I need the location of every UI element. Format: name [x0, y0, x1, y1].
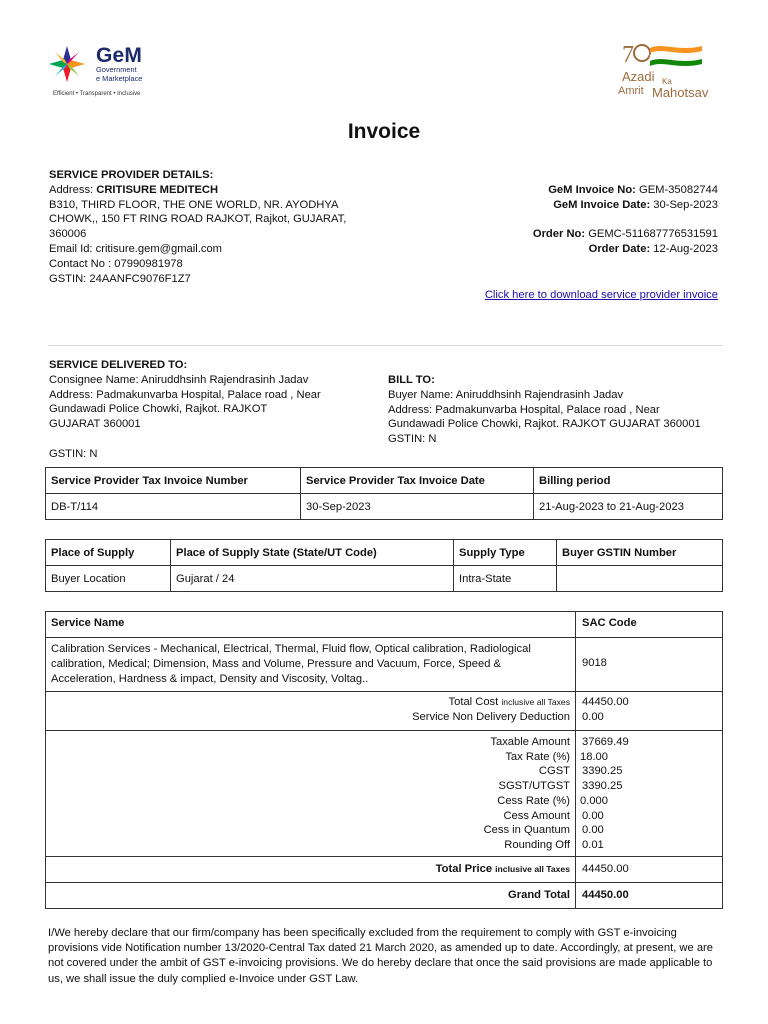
table-header-cell: Place of Supply State (State/UT Code): [171, 540, 454, 566]
tax-invoice-table: [45, 467, 723, 520]
download-provider-invoice-link[interactable]: Click here to download service provider invoice: [484, 289, 718, 301]
table-cell: 30-Sep-2023: [301, 494, 534, 520]
grand-total-label: Grand Total: [508, 889, 570, 901]
gem-invoice-date-row: [533, 198, 718, 213]
delivered-to: [49, 358, 321, 462]
provider-address-line2: CHOWK,, 150 FT RING ROAD RAJKOT, Rajkot, GUJARAT,: [49, 213, 347, 226]
sac-code-header: SAC Code: [582, 617, 637, 629]
breakdown-label: CGST: [538, 765, 570, 778]
bill-to-heading: BILL TO:: [388, 374, 435, 386]
table-header-row: [46, 468, 723, 494]
table-header-cell: Buyer GSTIN Number: [557, 540, 723, 566]
table-header-cell: Billing period: [534, 468, 723, 494]
breakdown-label: Rounding Off: [504, 838, 570, 851]
provider-address-line1: B310, THIRD FLOOR, THE ONE WORLD, NR. AYODHYA: [49, 198, 339, 211]
order-date: 12-Aug-2023: [653, 243, 718, 256]
provider-address-row: [49, 183, 346, 198]
table-header-cell: Service Provider Tax Invoice Date: [301, 468, 534, 494]
row-divider: [45, 882, 723, 883]
non-delivery-label: Service Non Delivery Deduction: [412, 711, 570, 723]
sac-code: 9018: [582, 657, 607, 669]
delivered-address-line1: Address: Padmakunvarba Hospital, Palace road , Near: [49, 388, 321, 401]
table-cell: DB-T/114: [46, 494, 301, 520]
azadi-ka-text: Ka: [662, 77, 672, 86]
gem-invoice-no-row: [533, 183, 718, 198]
table-header-cell: Service Provider Tax Invoice Number: [46, 468, 301, 494]
total-cost-label: [50, 696, 570, 708]
breakdown-value: 0.00: [582, 809, 604, 822]
gem-invoice-no-label: GeM Invoice No:: [548, 184, 636, 196]
service-line2: calibration, Medical; Dimension, Mass and Volume, Pressure and Vacuum, Force, Speed &: [51, 658, 501, 671]
provider-company: CRITISURE MEDITECH: [96, 183, 219, 196]
row-divider: [45, 856, 723, 857]
buyer-name: Buyer Name: Aniruddhsinh Rajendrasinh Jadav: [388, 388, 624, 401]
amrit-text: Amrit: [618, 85, 644, 97]
order-date-row: [533, 242, 718, 257]
row-divider: [45, 730, 723, 731]
section-divider: [48, 345, 723, 346]
gem-logo-subtitle: [96, 66, 142, 83]
provider-contact: Contact No : 07990981978: [49, 257, 183, 270]
service-description: [51, 642, 531, 688]
provider-gstin: GSTIN: 24AANFC9076F1Z7: [49, 272, 191, 285]
breakdown-label: Cess in Quantum: [483, 824, 570, 837]
inclusive-note: inclusive all Taxes: [501, 697, 570, 707]
table-cell: 21-Aug-2023 to 21-Aug-2023: [534, 494, 723, 520]
breakdown-value: 3390.25: [582, 765, 623, 778]
order-date-label: Order Date:: [588, 243, 651, 256]
mahotsav-text: Mahotsav: [652, 85, 709, 100]
gem-logo-sub2: e Marketplace: [96, 73, 143, 83]
table-cell: Intra-State: [454, 566, 557, 592]
svg-text:7: 7: [622, 42, 634, 68]
provider-address-line3: 360006: [49, 228, 87, 241]
bill-address-line1: Address: Padmakunvarba Hospital, Palace road , Near: [388, 403, 660, 416]
gem-logo-name: GeM: [96, 44, 143, 67]
bill-address-line2: Gundawadi Police Chowki, Rajkot. RAJKOT GUJARAT 360001: [388, 418, 701, 431]
provider-heading: SERVICE PROVIDER DETAILS:: [49, 169, 214, 181]
non-delivery-value: 0.00: [582, 711, 604, 723]
provider-email: Email Id: critisure.gem@gmail.com: [49, 242, 222, 255]
breakdown-value: 18.00: [580, 750, 608, 763]
total-price-value: 44450.00: [582, 863, 629, 875]
provider-details: [49, 168, 346, 286]
provider-address-label: Address:: [49, 183, 94, 196]
gem-invoice-date: 30-Sep-2023: [653, 198, 718, 211]
page-title: Invoice: [347, 120, 421, 143]
order-no-label: Order No:: [532, 228, 586, 241]
table-header-cell: Supply Type: [454, 540, 557, 566]
gst-declaration: I/We hereby declare that our firm/company has been specifically excluded from the requirement to comply with GST e-invoicing provisions vide Notification number 13/2020-Central Tax dated 21 March 2020, as amended up to date. Accordingly, at present, we are not covered under the ambit of GST e-invoicing provisions. We do hereby declare that once the said provisions are made applicable to us, we shall issue the duly complied e-Invoice under GST Law.: [48, 927, 714, 985]
delivered-address-line2: Gundawadi Police Chowki, Rajkot. RAJKOT: [49, 403, 268, 416]
table-header-row: [46, 540, 723, 566]
breakdown-label: Cess Amount: [503, 809, 570, 822]
delivered-address-line3: GUJARAT 360001: [49, 418, 141, 431]
delivered-gstin: GSTIN: N: [49, 447, 98, 460]
inclusive-note: inclusive all Taxes: [495, 864, 570, 874]
breakdown-label: SGST/UTGST: [498, 780, 570, 793]
gem-logo-sub1: Government: [96, 65, 137, 74]
table-cell: [557, 566, 723, 592]
grand-total-value: 44450.00: [582, 889, 629, 901]
row-divider: [45, 637, 723, 638]
breakdown-label: Taxable Amount: [490, 736, 570, 748]
azadi-ka-amrit-mahotsav-logo-icon: [618, 40, 728, 102]
total-cost-label-text: Total Cost: [448, 696, 499, 708]
total-cost-value: 44450.00: [582, 696, 629, 708]
gem-invoice-no: GEM-35082744: [639, 184, 718, 196]
bill-gstin: GSTIN: N: [388, 433, 437, 446]
table-cell: Buyer Location: [46, 566, 171, 592]
consignee-name: Consignee Name: Aniruddhsinh Rajendrasinh Jadav: [49, 373, 309, 386]
service-line3: Acceleration, Hardness & impact, Density and Viscosity, Voltag..: [51, 673, 369, 686]
invoice-meta: [533, 183, 718, 257]
column-divider: [575, 611, 576, 909]
row-divider: [45, 691, 723, 692]
supply-table: [45, 539, 723, 592]
azadi-text: Azadi: [622, 69, 655, 84]
gem-invoice-date-label: GeM Invoice Date:: [553, 198, 651, 211]
table-cell: Gujarat / 24: [171, 566, 454, 592]
table-row: [46, 566, 723, 592]
order-no-row: [533, 227, 718, 242]
breakdown-value: 0.01: [582, 838, 604, 851]
total-price-label: [50, 863, 570, 875]
gem-tagline: Efficient • Transparent • Inclusive: [53, 91, 141, 97]
breakdown-value: 0.000: [580, 794, 608, 807]
service-name-header: Service Name: [51, 617, 125, 629]
breakdown-value: 0.00: [582, 824, 604, 837]
breakdown-value: 37669.49: [582, 736, 629, 748]
table-row: [46, 494, 723, 520]
breakdown-value: 3390.25: [582, 780, 623, 793]
table-header-cell: Place of Supply: [46, 540, 171, 566]
total-price-label-text: Total Price: [435, 863, 493, 875]
order-no: GEMC-511687776531591: [588, 228, 718, 241]
service-line1: Calibration Services - Mechanical, Electrical, Thermal, Fluid flow, Optical calibration, Radiological: [51, 643, 531, 655]
breakdown-label: Cess Rate (%): [497, 794, 570, 807]
breakdown-label: Tax Rate (%): [505, 750, 570, 763]
bill-to: [388, 373, 701, 447]
delivered-to-heading: SERVICE DELIVERED TO:: [49, 359, 188, 371]
